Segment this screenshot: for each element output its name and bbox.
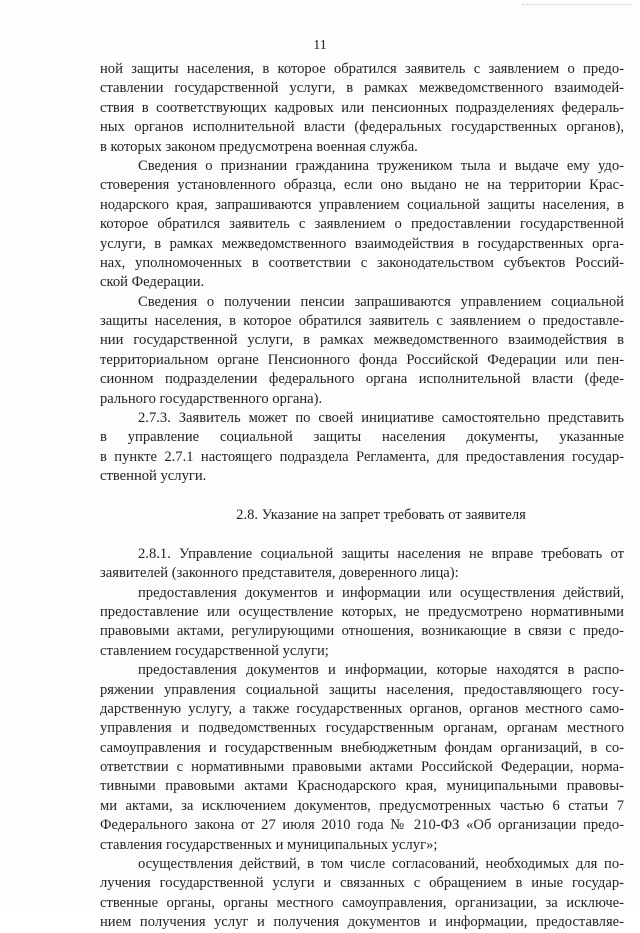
text-line: осуществления действий, в том числе согласований, необходимых для по- <box>138 856 624 873</box>
text-line: защиты населения, в которое обратился заявитель с заявлением о предоставле- <box>100 313 624 330</box>
text-line: ственные органы, органы местного самоуправления, организации, за исключе- <box>100 894 624 911</box>
text-line: в которых законом предусмотрена военная служба. <box>100 138 418 155</box>
text-line: заявителей (законного представителя, доверенного лица): <box>100 565 459 582</box>
text-line: ответствии с нормативными правовыми актами Российской Федерации, норма- <box>100 759 624 776</box>
text-line: лучения государственной услуги и связанных с обращением в иные государ- <box>100 875 624 892</box>
text-line: предоставления документов и информации, которые находятся в распо- <box>138 662 624 679</box>
text-line: нодарского края, запрашиваются управлением социальной защиты населения, в <box>100 196 624 213</box>
text-line: Сведения о получении пенсии запрашиваются управлением социальной <box>138 293 624 310</box>
text-line: нием получения услуг и получения документов и информации, предоставляе- <box>100 914 624 931</box>
text-line: предоставления документов и информации или осуществления действий, <box>138 584 624 601</box>
text-line: территориальном органе Пенсионного фонда Российской Федерации или пен- <box>100 351 624 368</box>
text-line: правовыми актами, регулирующими отношения, возникающие в связи с предо- <box>100 623 624 640</box>
text-line: 2.8.1. Управление социальной защиты населения не вправе требовать от <box>138 545 624 562</box>
text-line: дарственную услугу, а также государственных органов, органов местного само- <box>100 700 624 717</box>
blank-line <box>100 487 624 506</box>
text-line: нии государственной услуги, в рамках межведомственного взаимодействия в <box>100 332 624 349</box>
text-line: рального государственного органа). <box>100 390 323 407</box>
text-line: Сведения о признании гражданина тружеником тыла и выдаче ему удо- <box>138 157 624 174</box>
text-line: нах, уполномоченных в соответствии с законодательством субъектов Россий- <box>100 254 624 271</box>
scan-artifact <box>522 4 632 9</box>
text-line: услуги, в рамках межведомственного взаимодействия в государственных орга- <box>100 235 624 252</box>
text-line: в управление социальной защиты населения документы, указанные <box>100 429 624 446</box>
text-line: ственной услуги. <box>100 468 207 485</box>
text-line: предоставление или осуществление которых, не предусмотрено нормативными <box>100 603 624 620</box>
section-heading: 2.8. Указание на запрет требовать от заявителя <box>236 506 526 523</box>
text-line: сионном подразделении федерального органа исполнительной власти (феде- <box>100 371 624 388</box>
text-line: ных органов исполнительной власти (федеральных государственных органов), <box>100 119 624 136</box>
text-line: стоверения установленного образца, если оно выдано не на территории Крас- <box>100 177 624 194</box>
text-line: ряжении управления социальной защиты населения, предоставляющего госу- <box>100 681 624 698</box>
text-line: самоуправления и государственным внебюджетным фондам организаций, в со- <box>100 739 624 756</box>
text-line: ствия в соответствующих кадровых или пенсионных подразделениях федераль- <box>100 99 624 116</box>
document-body <box>100 60 624 933</box>
text-line: которое обратился заявитель с заявлением о предоставлении государственной <box>100 216 624 233</box>
page-number: 11 <box>313 38 327 53</box>
text-line: ской Федерации. <box>100 274 205 291</box>
text-line: 2.7.3. Заявитель может по своей инициативе самостоятельно представить <box>138 410 624 427</box>
text-line: управления и подведомственных государственным органам, органам местного <box>100 720 624 737</box>
text-line: ной защиты населения, в которое обратился заявитель с заявлением о предо- <box>100 61 624 77</box>
text-line: Федерального закона от 27 июля 2010 года № 210-ФЗ «Об организации предо- <box>100 817 624 834</box>
text-line: ми актами, за исключением документов, предусмотренных частью 6 статьи 7 <box>100 797 624 814</box>
text-line: ставлением государственной услуги; <box>100 642 329 659</box>
blank-line <box>100 525 624 544</box>
text-line: в пункте 2.7.1 настоящего подраздела Регламента, для предоставления государ- <box>100 448 624 465</box>
text-line: ставления государственных и муниципальных услуг»; <box>100 836 438 853</box>
text-line: тивными правовыми актами Краснодарского края, муниципальными правовы- <box>100 778 624 795</box>
text-line: ставлении государственной услуги, в рамках межведомственного взаимодей- <box>100 80 624 97</box>
